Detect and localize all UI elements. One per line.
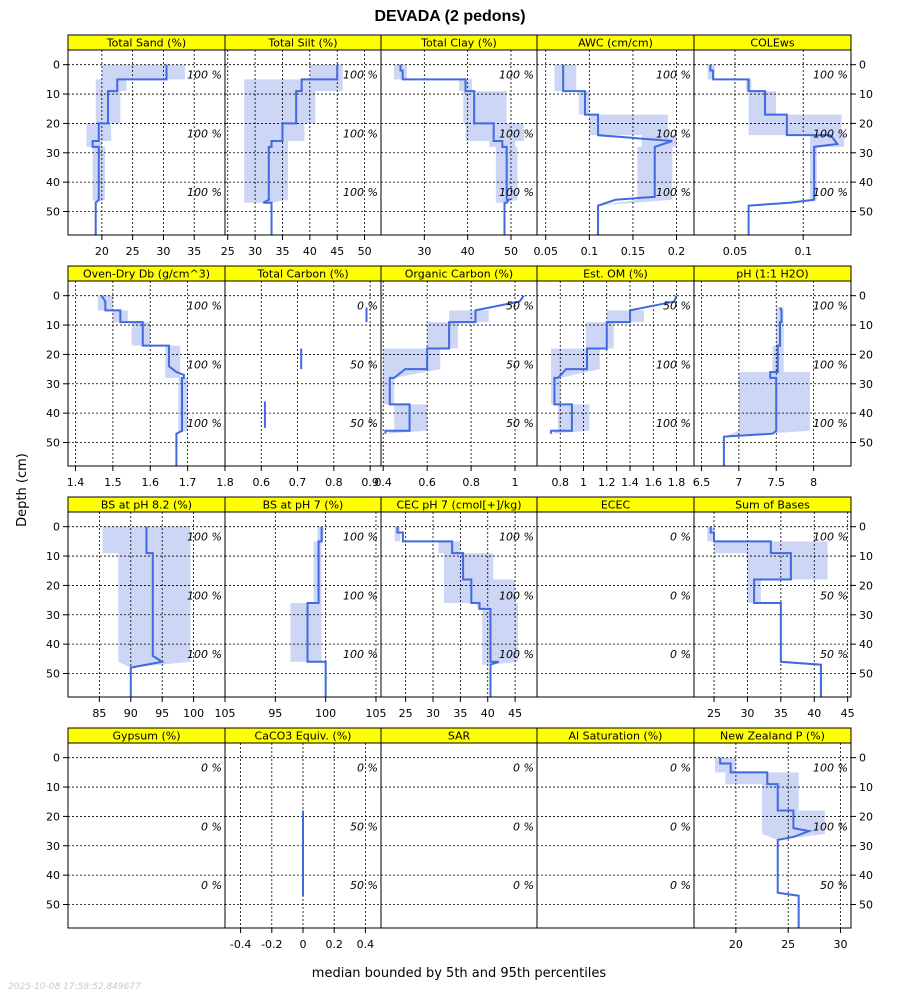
x-tick-label: 85 <box>92 707 107 720</box>
y-tick-label: 30 <box>859 146 873 160</box>
y-tick-label: 0 <box>859 751 866 765</box>
percentile-band <box>708 65 845 235</box>
x-tick-label: 95 <box>155 707 170 720</box>
coverage-label: 0 % <box>670 530 691 544</box>
y-tick-label: 40 <box>859 869 873 883</box>
x-tick-label: 0 <box>299 938 307 951</box>
x-tick-label: 90 <box>123 707 138 720</box>
coverage-label: 100 % <box>343 186 378 200</box>
y-tick-label: 40 <box>859 638 873 652</box>
coverage-label: 0 % <box>670 648 691 662</box>
panel-total-sand <box>46 35 225 258</box>
y-tick-label: 20 <box>46 117 60 131</box>
coverage-label: 100 % <box>343 68 378 82</box>
panel-label: ECEC <box>600 498 631 512</box>
y-tick-label: 0 <box>859 289 866 303</box>
coverage-label: 100 % <box>813 417 848 431</box>
x-tick-label: 0.6 <box>252 476 271 489</box>
panel-label: Sum of Bases <box>735 498 810 512</box>
coverage-label: 100 % <box>499 186 534 200</box>
y-tick-label: 30 <box>46 377 60 391</box>
y-tick-label: 50 <box>46 667 60 681</box>
x-tick-label: 30 <box>417 245 432 258</box>
x-tick-label: 25 <box>398 707 413 720</box>
x-tick-label: 35 <box>453 707 468 720</box>
x-tick-label: 30 <box>156 245 171 258</box>
x-tick-label: 1.5 <box>104 476 122 489</box>
coverage-label: 100 % <box>813 68 848 82</box>
coverage-label: 100 % <box>813 358 848 372</box>
x-tick-label: 100 <box>183 707 205 720</box>
y-tick-label: 30 <box>859 377 873 391</box>
coverage-label: 50 % <box>506 299 534 313</box>
y-tick-label: 40 <box>46 869 60 883</box>
y-tick-label: 20 <box>859 117 873 131</box>
coverage-label: 0 % <box>513 820 534 834</box>
percentile-band <box>707 527 827 697</box>
y-tick-label: 20 <box>46 348 60 362</box>
y-tick-label: 10 <box>46 319 60 333</box>
coverage-label: 100 % <box>343 127 378 141</box>
x-tick-label: 30 <box>740 707 755 720</box>
x-tick-label: 0.2 <box>325 938 343 951</box>
x-tick-label: 20 <box>94 245 109 258</box>
coverage-label: 50 % <box>663 299 691 313</box>
chart-title: DEVADA (2 pedons) <box>374 8 526 25</box>
y-tick-label: 20 <box>859 348 873 362</box>
x-tick-label: 0.1 <box>580 245 599 258</box>
panel-label: New Zealand P (%) <box>720 729 825 743</box>
panel-bs-at-ph-8-2 <box>46 497 236 720</box>
coverage-label: 0 % <box>201 761 222 775</box>
y-tick-label: 10 <box>46 550 60 564</box>
coverage-label: 100 % <box>343 648 378 662</box>
x-tick-label: 0.1 <box>794 245 812 258</box>
y-tick-label: 20 <box>859 579 873 593</box>
coverage-label: 0 % <box>670 820 691 834</box>
x-tick-label: -0.2 <box>261 938 283 951</box>
coverage-label: 50 % <box>350 820 378 834</box>
panel-colews <box>694 35 873 258</box>
x-tick-label: 30 <box>833 938 848 951</box>
x-tick-label: 0.05 <box>533 245 558 258</box>
panel-label: Gypsum (%) <box>112 729 181 743</box>
panel-total-silt <box>221 35 381 258</box>
coverage-label: 100 % <box>499 68 534 82</box>
x-tick-label: 0.9 <box>361 476 379 489</box>
y-tick-label: 40 <box>46 407 60 421</box>
x-tick-label: 0.15 <box>620 245 646 258</box>
coverage-label: 100 % <box>813 761 848 775</box>
coverage-label: 0 % <box>201 879 222 893</box>
y-tick-label: 50 <box>859 205 873 219</box>
x-tick-label: 0.4 <box>356 938 375 951</box>
x-tick-label: 25 <box>781 938 796 951</box>
x-tick-label: 7 <box>735 476 743 489</box>
x-tick-label: 7.5 <box>767 476 785 489</box>
y-tick-label: 10 <box>46 781 60 795</box>
panel-sar <box>381 728 537 928</box>
x-tick-label: 40 <box>460 245 475 258</box>
panel-label: Organic Carbon (%) <box>404 267 514 281</box>
x-tick-label: 45 <box>840 707 855 720</box>
x-tick-label: 50 <box>504 245 518 258</box>
panel-label: Al Saturation (%) <box>568 729 663 743</box>
panel-ecec <box>537 497 694 697</box>
panel-ph-1-1-h2o <box>693 266 873 489</box>
coverage-label: 100 % <box>813 299 848 313</box>
y-tick-label: 50 <box>859 436 873 450</box>
coverage-label: 0 % <box>357 761 378 775</box>
panel-label: BS at pH 8.2 (%) <box>100 498 193 512</box>
x-tick-label: 0.05 <box>722 245 748 258</box>
median-line <box>401 65 509 235</box>
coverage-label: 0 % <box>513 761 534 775</box>
x-tick-label: 25 <box>125 245 140 258</box>
x-tick-label: 0.2 <box>667 245 686 258</box>
coverage-label: 100 % <box>187 299 222 313</box>
x-tick-label: 35 <box>275 245 290 258</box>
x-tick-label: 1.6 <box>141 476 159 489</box>
coverage-label: 50 % <box>820 648 848 662</box>
y-tick-label: 10 <box>46 88 60 102</box>
panel-new-zealand-p <box>694 728 873 951</box>
x-tick-label: 1 <box>511 476 519 489</box>
panel-awc-cm-cm <box>533 35 694 258</box>
panel-label: Total Carbon (%) <box>257 267 349 281</box>
x-tick-label: 25 <box>220 245 235 258</box>
y-tick-label: 10 <box>859 88 873 102</box>
x-tick-label: 1.4 <box>66 476 85 489</box>
coverage-label: 100 % <box>813 127 848 141</box>
panel-label: CEC pH 7 (cmol[+]/kg) <box>396 498 522 512</box>
panel-caco3-equiv <box>225 728 381 951</box>
panel-label: BS at pH 7 (%) <box>262 498 344 512</box>
x-axis-label: median bounded by 5th and 95th percentiles <box>311 966 607 981</box>
y-tick-label: 20 <box>859 810 873 824</box>
x-tick-label: 40 <box>480 707 495 720</box>
y-tick-label: 10 <box>859 550 873 564</box>
panel-label: Total Clay (%) <box>421 36 497 50</box>
coverage-label: 50 % <box>350 358 378 372</box>
y-tick-label: 0 <box>53 58 60 72</box>
coverage-label: 0 % <box>670 879 691 893</box>
panel-al-saturation <box>537 728 694 928</box>
panel-label: Oven-Dry Db (g/cm^3) <box>82 267 211 281</box>
panel-total-clay <box>381 35 537 258</box>
x-tick-label: 0.8 <box>325 476 343 489</box>
percentile-band <box>244 65 343 235</box>
coverage-label: 100 % <box>656 358 691 372</box>
panel-label: AWC (cm/cm) <box>578 36 653 50</box>
panel-label: COLEws <box>750 36 795 50</box>
y-tick-label: 40 <box>46 638 60 652</box>
x-tick-label: 40 <box>302 245 317 258</box>
coverage-label: 0 % <box>670 589 691 603</box>
timestamp: 2025-10-08 17:58:52.849677 <box>8 982 141 992</box>
y-axis-label: Depth (cm) <box>15 453 30 527</box>
percentile-band <box>86 65 185 235</box>
coverage-label: 100 % <box>187 127 222 141</box>
panel-label: Total Sand (%) <box>106 36 187 50</box>
x-tick-label: 50 <box>357 245 372 258</box>
x-tick-label: 105 <box>365 707 387 720</box>
coverage-label: 0 % <box>513 879 534 893</box>
coverage-label: 100 % <box>187 186 222 200</box>
y-tick-label: 0 <box>53 520 60 534</box>
coverage-label: 50 % <box>350 879 378 893</box>
panel-label: pH (1:1 H2O) <box>736 267 809 281</box>
y-tick-label: 20 <box>46 810 60 824</box>
y-tick-label: 0 <box>859 58 866 72</box>
panel-cec-ph-7-cmol-kg <box>381 497 537 720</box>
coverage-label: 100 % <box>813 186 848 200</box>
x-tick-label: 30 <box>248 245 263 258</box>
y-tick-label: 50 <box>46 898 60 912</box>
panel-label: Total Silt (%) <box>268 36 338 50</box>
panel-bs-at-ph-7 <box>225 497 386 720</box>
coverage-label: 100 % <box>813 820 848 834</box>
panel-total-carbon <box>225 266 381 489</box>
coverage-label: 100 % <box>499 589 534 603</box>
panel-oven-dry-db-g-cm-3 <box>46 266 234 489</box>
y-tick-label: 0 <box>53 289 60 303</box>
x-tick-label: 100 <box>315 707 337 720</box>
y-tick-label: 30 <box>46 608 60 622</box>
x-tick-label: 35 <box>773 707 788 720</box>
x-tick-label: 45 <box>508 707 523 720</box>
x-tick-label: 6.5 <box>692 476 711 489</box>
x-tick-label: 25 <box>707 707 722 720</box>
coverage-label: 50 % <box>820 879 848 893</box>
panel-label: SAR <box>447 729 471 743</box>
y-tick-label: 30 <box>859 608 873 622</box>
x-tick-label: 1.7 <box>178 476 197 489</box>
x-tick-label: 1.2 <box>598 476 616 489</box>
coverage-label: 100 % <box>656 127 691 141</box>
coverage-label: 100 % <box>656 186 691 200</box>
x-tick-label: 45 <box>330 245 345 258</box>
x-tick-label: 30 <box>426 707 440 720</box>
median-line <box>710 65 837 235</box>
y-tick-label: 40 <box>46 176 60 190</box>
coverage-label: 100 % <box>187 417 222 431</box>
x-tick-label: 35 <box>187 245 202 258</box>
y-tick-label: 30 <box>859 839 873 853</box>
coverage-label: 0 % <box>357 299 378 313</box>
x-tick-label: 0.8 <box>551 476 570 489</box>
x-tick-label: 0.7 <box>288 476 307 489</box>
coverage-label: 50 % <box>820 589 848 603</box>
coverage-label: 50 % <box>350 417 378 431</box>
panel-gypsum <box>46 728 225 928</box>
coverage-label: 100 % <box>187 68 222 82</box>
x-tick-label: 1 <box>580 476 588 489</box>
x-tick-label: 0.6 <box>418 476 436 489</box>
x-tick-label: 1.8 <box>216 476 234 489</box>
panel-grid <box>46 35 873 951</box>
y-tick-label: 10 <box>859 319 873 333</box>
panel-est-om <box>537 266 694 489</box>
coverage-label: 100 % <box>187 589 222 603</box>
x-tick-label: 20 <box>728 938 743 951</box>
x-tick-label: 105 <box>214 707 236 720</box>
coverage-label: 100 % <box>656 417 691 431</box>
x-tick-label: 1.4 <box>621 476 639 489</box>
x-tick-label: 0.8 <box>462 476 480 489</box>
coverage-label: 100 % <box>343 530 378 544</box>
panel-label: Est. OM (%) <box>583 267 648 281</box>
panel-label: CaCO3 Equiv. (%) <box>254 729 352 743</box>
x-tick-label: 0.4 <box>374 476 392 489</box>
x-tick-label: -0.4 <box>229 938 252 951</box>
panel-organic-carbon <box>374 266 537 489</box>
coverage-label: 100 % <box>187 530 222 544</box>
coverage-label: 100 % <box>656 68 691 82</box>
coverage-label: 100 % <box>187 358 222 372</box>
x-tick-label: 1.8 <box>667 476 686 489</box>
y-tick-label: 30 <box>46 146 60 160</box>
y-tick-label: 50 <box>46 205 60 219</box>
coverage-label: 50 % <box>506 358 534 372</box>
coverage-label: 100 % <box>499 127 534 141</box>
y-tick-label: 20 <box>46 579 60 593</box>
y-tick-label: 50 <box>46 436 60 450</box>
coverage-label: 100 % <box>813 530 848 544</box>
coverage-label: 100 % <box>499 530 534 544</box>
coverage-label: 0 % <box>201 820 222 834</box>
y-tick-label: 0 <box>53 751 60 765</box>
y-tick-label: 30 <box>46 839 60 853</box>
coverage-label: 0 % <box>670 761 691 775</box>
panel-sum-of-bases <box>694 497 873 720</box>
y-tick-label: 40 <box>859 407 873 421</box>
y-tick-label: 40 <box>859 176 873 190</box>
y-tick-label: 0 <box>859 520 866 534</box>
x-tick-label: 95 <box>268 707 283 720</box>
x-tick-label: 1.6 <box>644 476 663 489</box>
y-tick-label: 50 <box>859 898 873 912</box>
coverage-label: 100 % <box>499 648 534 662</box>
x-tick-label: 40 <box>807 707 822 720</box>
coverage-label: 100 % <box>187 648 222 662</box>
coverage-label: 100 % <box>343 589 378 603</box>
coverage-label: 50 % <box>506 417 534 431</box>
y-tick-label: 50 <box>859 667 873 681</box>
y-tick-label: 10 <box>859 781 873 795</box>
x-tick-label: 8 <box>810 476 818 489</box>
